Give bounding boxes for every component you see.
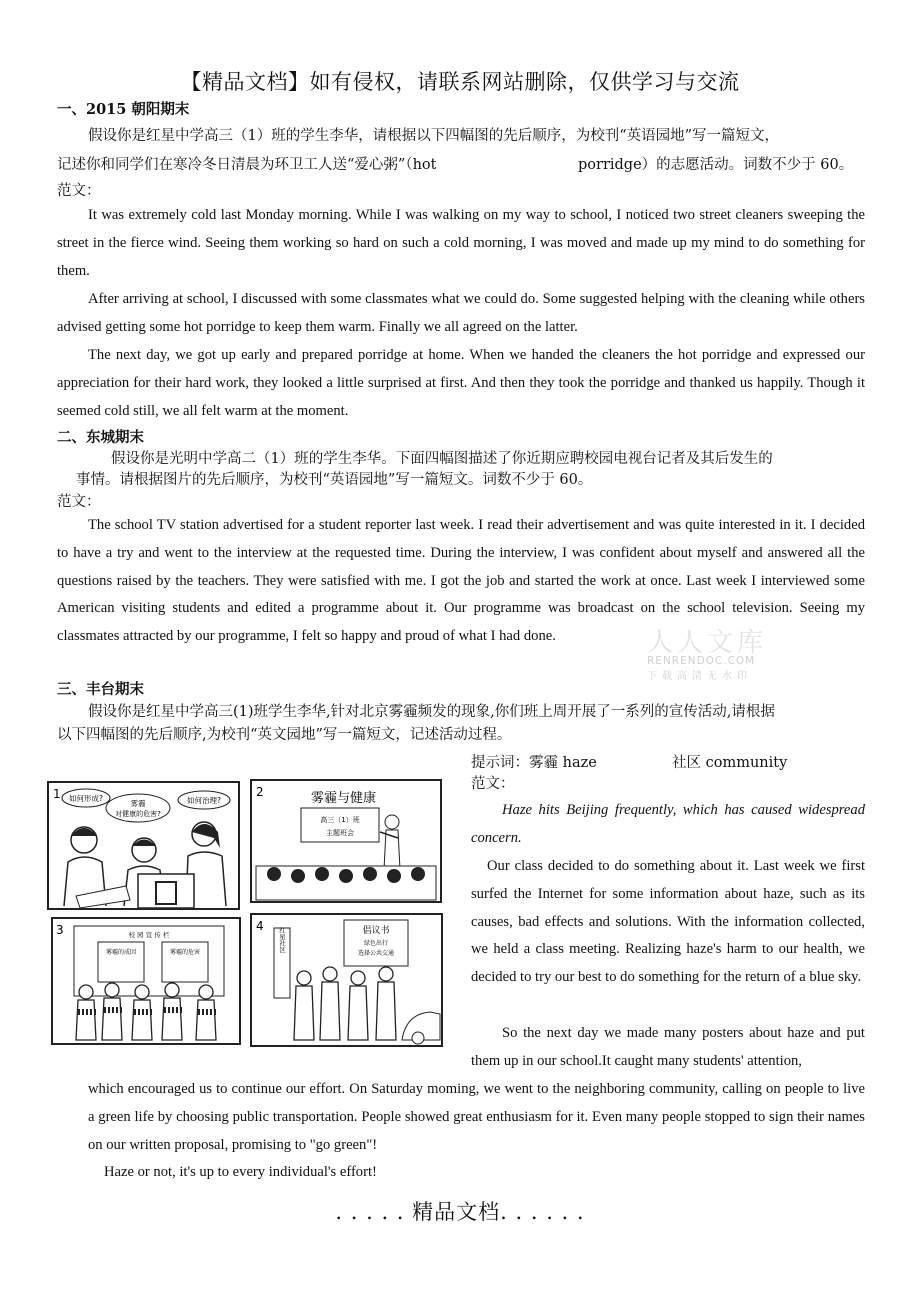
section3-hint-term2: 社区 community [672,755,788,771]
section3-title-line: Haze hits Beijing frequently, which has caused widespread concern. [471,802,865,846]
comic-panel-3 [52,918,240,1044]
section3-prompt-line2: 以下四幅图的先后顺序,为校刊“英文园地”写一篇短文，记述活动过程。 [57,727,512,743]
section3-paragraph-2-start: So the next day we made many posters about haze and put them up in our school.It caught many students' attention, [471,1025,865,1069]
section2-sample-label: 范文： [57,494,101,510]
board-class: 高三（1）班 [320,816,360,824]
section2-paragraph: The school TV station advertised for a student reporter last week. I read their advertisement and was quite interested in it. I decided to have a try and went to the interview at the requested time. During the interview, I was confident about myself and answered all the questions raised by the teachers. They were satisfied with me. I got the job and started the work at once. Last week I interviewed some American visiting students and edited a programme about it. Our programme was broadcast on the school television. Seeing my classmates attracted by our programme, I felt so happy and proud of what I had done. [57,517,865,645]
document-footer: . . . . . 精品文档. . . . . . [335,1200,585,1224]
section3-paragraph-2-rest: which encouraged us to continue our effort. On Saturday moming, we went to the neighboring community, calling on people to live a green life by choosing public transportation. People showed great enthusiasm for it. Even many people stopped to sign their names on our written proposal, promising to "go green"! [88,1081,865,1153]
poster-harm: 雾霾的危害 [169,949,201,956]
section3-closing: Haze or not, it's up to every individual's effort! [104,1164,377,1180]
section1-sample-label: 范文： [57,183,101,199]
haze-comic-strip [46,778,448,1048]
section3-sample-label: 范文： [471,776,515,792]
proposal-line2: 选择公共交通 [357,950,395,957]
watermark-brand: 人人文库 [647,628,768,658]
comic-panel-2 [251,780,441,902]
watermark-logo [647,622,777,686]
section1-paragraph-3: The next day, we got up early and prepared porridge at home. When we handed the cleaners the hot porridge and expressed our appreciation for their hard work, they looked a little surprised at first. And then they took the porridge and thanked us happily. Though it seemed cold still, we all felt warm at the moment. [57,347,865,419]
section-heading-3: 三、丰台期末 [57,681,144,698]
section2-prompt-line2: 事情。请根据图片的先后顺序，为校刊“英语园地”写一篇短文。词数不少于 60。 [76,472,593,488]
comic-panel-4 [251,914,442,1046]
section-heading-2: 二、东城期末 [57,429,144,446]
board-meeting: 主题班会 [326,829,354,837]
section1-prompt-line1: 假设你是红星中学高三（1）班的学生李华，请根据以下四幅图的先后顺序，为校刊“英语园地”写一篇短文， [88,128,780,144]
section1-paragraph-1: It was extremely cold last Monday morning. While I was walking on my way to school, I noticed two street cleaners sweeping the street in the fierce wind. Seeing them working so hard on such a cold morning, I was moved and made up my mind to do something for them. [57,207,865,279]
bubble-health: 对健康的危害? [115,810,161,818]
bubble-formation: 如何形成? [69,794,103,803]
section3-paragraph-1: Our class decided to do something about it. Last week we first surfed the Internet for some information about haze, such as its causes, bad effects and solutions. With the information collected, we held a class meeting. Realizing haze's harm to our health, we decided to try our best to do something for the return of a blue sky. [471,858,865,986]
section1-prompt-line2a: 记述你和同学们在寒冷冬日清晨为环卫工人送“爱心粥”（hot [57,157,437,173]
section-heading-1: 一、2015 朝阳期末 [57,101,190,118]
community-sign: 红星社区 [278,927,286,953]
board-title: 雾霾与健康 [311,791,377,806]
bubble-control: 如何治理? [187,796,221,805]
watermark-url: RENRENDOC.COM [647,655,756,667]
watermark-tagline: 下载高清无水印 [647,671,752,682]
panel-number-2: 2 [256,785,264,799]
section1-prompt-line2b: porridge）的志愿活动。词数不少于 60。 [578,157,854,173]
bubble-haze: 雾霾 [130,799,146,808]
document-banner: 【精品文档】如有侵权，请联系网站删除，仅供学习与交流 [180,70,740,94]
panel-number-1: 1 [53,787,61,801]
bulletin-board-title: 校 园 宣 传 栏 [128,931,170,939]
section1-paragraph-2: After arriving at school, I discussed with some classmates what we could do. Some suggested helping with the cleaning while others advised getting some hot porridge to keep them warm. Finally we all agreed on the latter. [57,291,865,335]
section2-prompt-line1: 假设你是光明中学高二（1）班的学生李华。下面四幅图描述了你近期应聘校园电视台记者及其后发生的 [111,451,773,467]
proposal-title: 倡议书 [362,926,390,936]
section3-prompt-line1: 假设你是红星中学高三(1)班学生李华,针对北京雾霾频发的现象,你们班上周开展了一系列的宣传活动,请根据 [88,704,775,720]
panel-number-3: 3 [56,923,64,937]
poster-causes: 雾霾的成因 [105,949,137,956]
section3-hint-label: 提示词：雾霾 haze [471,755,597,771]
comic-panel-1 [48,782,239,909]
panel-number-4: 4 [256,919,264,933]
proposal-line1: 绿色出行 [363,940,389,947]
